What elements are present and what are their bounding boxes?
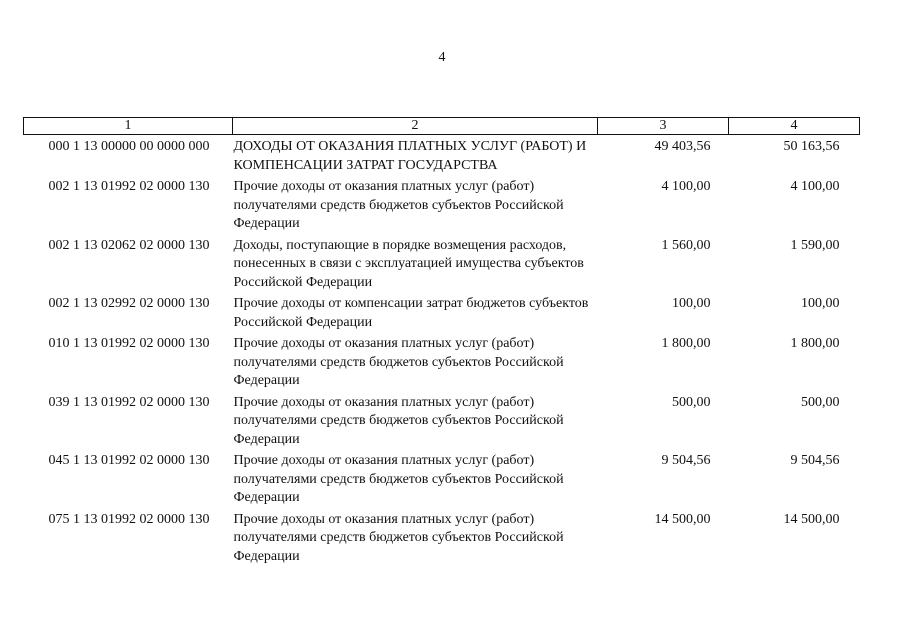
- value-column-3: 500,00: [672, 394, 711, 410]
- revenue-name: Прочие доходы от оказания платных услуг (работ) получателями средств бюджетов субъектов Российской Федерации: [233, 394, 564, 447]
- value-column-4: 9 504,56: [790, 453, 840, 468]
- table-body: [24, 135, 860, 570]
- revenue-name: Прочие доходы от оказания платных услуг (работ) получателями средств бюджетов субъектов Российской Федерации: [233, 179, 564, 231]
- value-column-4: 500,00: [801, 394, 840, 410]
- classification-code: 045 1 13 01992 02 0000 130: [48, 453, 210, 468]
- revenue-name: Прочие доходы от оказания платных услуг (работ) получателями средств бюджетов субъектов Российской Федерации: [233, 453, 564, 505]
- table-row: [24, 452, 860, 511]
- table-row: [24, 511, 860, 570]
- value-column-4: 1 800,00: [790, 336, 840, 351]
- classification-code: 010 1 13 01992 02 0000 130: [48, 336, 210, 351]
- value-column-4: 1 590,00: [790, 237, 840, 253]
- value-column-4: 100,00: [801, 296, 840, 311]
- column-header-value-4: 4: [729, 118, 860, 135]
- table-row: [24, 135, 860, 179]
- table-row: [24, 335, 860, 394]
- table-row: [24, 237, 860, 296]
- revenue-name: Прочие доходы от оказания платных услуг (работ) получателями средств бюджетов субъектов Российской Федерации: [233, 336, 564, 388]
- value-column-4: 4 100,00: [790, 179, 840, 194]
- classification-code: 002 1 13 02062 02 0000 130: [48, 237, 210, 253]
- header-row: [24, 118, 860, 135]
- revenue-name: Прочие доходы от оказания платных услуг (работ) получателями средств бюджетов субъектов Российской Федерации: [233, 511, 564, 564]
- value-column-3: 49 403,56: [654, 139, 711, 154]
- value-column-3: 14 500,00: [654, 511, 711, 527]
- value-column-3: 1 560,00: [661, 237, 711, 253]
- value-column-4: 50 163,56: [783, 139, 840, 154]
- value-column-3: 4 100,00: [661, 179, 711, 194]
- classification-code: 075 1 13 01992 02 0000 130: [48, 511, 210, 527]
- revenue-name: ДОХОДЫ ОТ ОКАЗАНИЯ ПЛАТНЫХ УСЛУГ (РАБОТ) И КОМПЕНСАЦИИ ЗАТРАТ ГОСУДАРСТВА: [233, 139, 587, 173]
- table-row: [24, 394, 860, 453]
- classification-code: 039 1 13 01992 02 0000 130: [48, 394, 210, 410]
- column-header-value-3: 3: [598, 118, 729, 135]
- value-column-4: 14 500,00: [783, 511, 840, 527]
- table-header: [24, 118, 860, 135]
- value-column-3: 9 504,56: [661, 453, 711, 468]
- revenue-name: Доходы, поступающие в порядке возмещения расходов, понесенных в связи с эксплуатацией имущества субъектов Российской Федерации: [233, 237, 584, 290]
- value-column-3: 100,00: [672, 296, 711, 311]
- column-header-name: 2: [233, 118, 598, 135]
- revenue-name: Прочие доходы от компенсации затрат бюджетов субъектов Российской Федерации: [233, 296, 589, 330]
- page-number: 4: [438, 50, 446, 65]
- budget-revenue-table: [23, 117, 860, 569]
- classification-code: 002 1 13 01992 02 0000 130: [48, 179, 210, 194]
- value-column-3: 1 800,00: [661, 336, 711, 351]
- column-header-code: 1: [24, 118, 233, 135]
- table-row: [24, 295, 860, 335]
- table-row: [24, 178, 860, 237]
- classification-code: 002 1 13 02992 02 0000 130: [48, 296, 210, 311]
- classification-code: 000 1 13 00000 00 0000 000: [48, 139, 210, 154]
